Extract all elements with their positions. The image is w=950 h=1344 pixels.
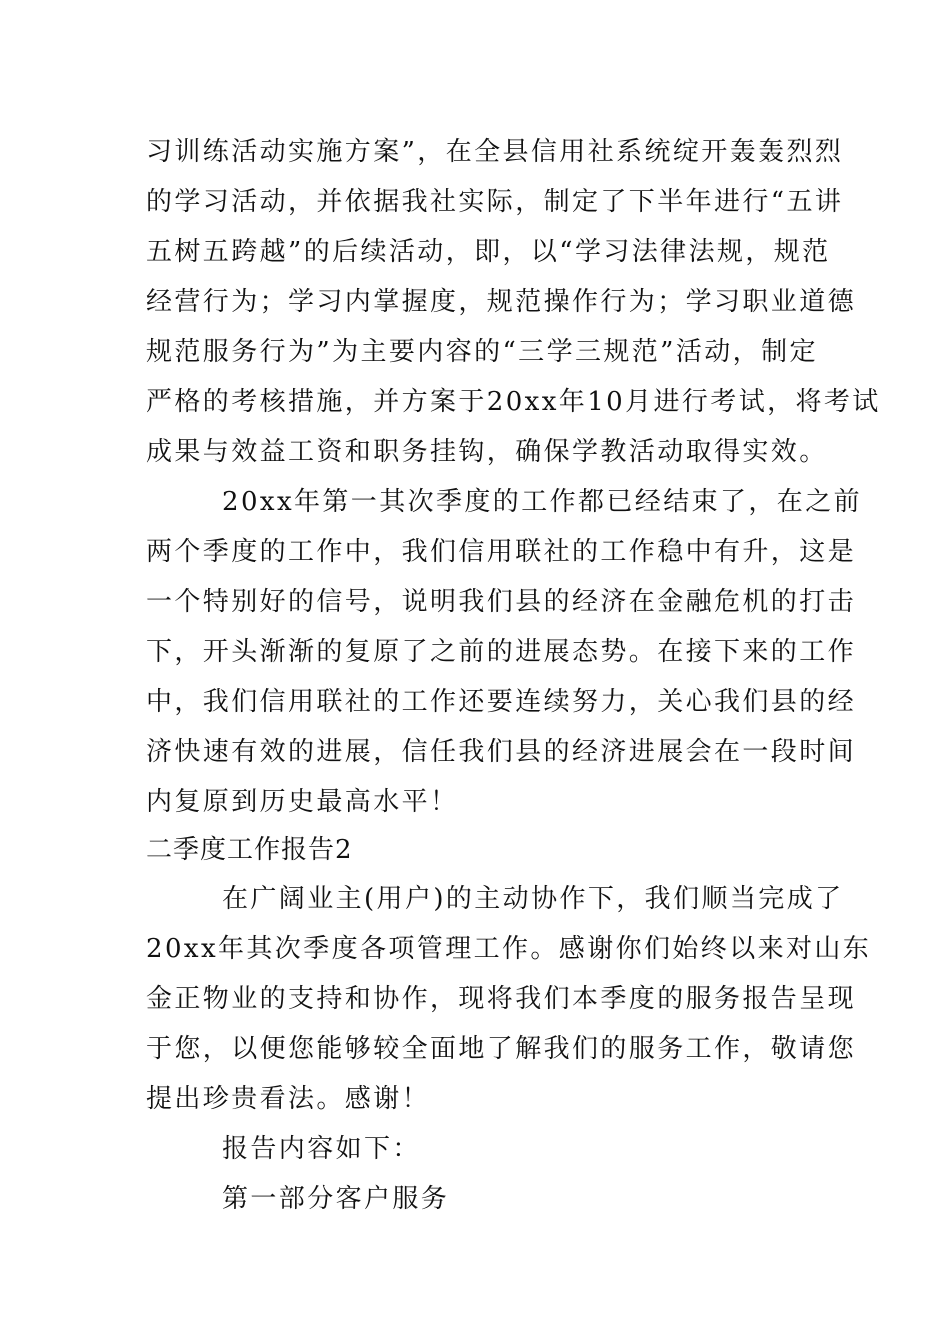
paragraph-line: 一个特别好的信号，说明我们县的经济在金融危机的打击 bbox=[146, 587, 857, 617]
paragraph-line: 成果与效益工资和职务挂钩，确保学教活动取得实效。 bbox=[146, 437, 828, 467]
paragraph-line: 济快速有效的进展，信任我们县的经济进展会在一段时间 bbox=[146, 737, 857, 767]
paragraph-line: 于您，以便您能够较全面地了解我们的服务工作，敬请您 bbox=[146, 1034, 857, 1064]
paragraph-line: 金正物业的支持和协作，现将我们本季度的服务报告呈现 bbox=[146, 984, 857, 1014]
paragraph-line: 20xx年第一其次季度的工作都已经结束了，在之前 bbox=[222, 487, 863, 517]
paragraph-line: 中，我们信用联社的工作还要连续努力，关心我们县的经 bbox=[146, 687, 857, 717]
paragraph-line: 内复原到历史最高水平！ bbox=[146, 787, 459, 817]
paragraph-line: 提出珍贵看法。感谢！ bbox=[146, 1084, 431, 1114]
paragraph-line: 20xx年其次季度各项管理工作。感谢你们始终以来对山东 bbox=[146, 934, 872, 964]
paragraph-line: 五树五跨越”的后续活动，即，以“学习法律法规，规范 bbox=[146, 237, 831, 267]
part-one-line: 第一部分客户服务 bbox=[222, 1184, 450, 1214]
paragraph-line: 严格的考核措施，并方案于20xx年10月进行考试，将考试 bbox=[146, 387, 881, 417]
paragraph-line: 规范服务行为”为主要内容的“三学三规范”活动，制定 bbox=[146, 337, 818, 367]
paragraph-line: 在广阔业主(用户)的主动协作下，我们顺当完成了 bbox=[222, 884, 844, 914]
paragraph-line: 经营行为；学习内掌握度，规范操作行为；学习职业道德 bbox=[146, 287, 857, 317]
paragraph-line: 两个季度的工作中，我们信用联社的工作稳中有升，这是 bbox=[146, 537, 857, 567]
paragraph-line: 的学习活动，并依据我社实际，制定了下半年进行“五讲 bbox=[146, 187, 844, 217]
paragraph-line: 下，开头渐渐的复原了之前的进展态势。在接下来的工作 bbox=[146, 637, 857, 667]
paragraph-line: 习训练活动实施方案”，在全县信用社系统绽开轰轰烈烈 bbox=[146, 137, 844, 167]
section-heading: 二季度工作报告2 bbox=[146, 835, 353, 865]
report-content-line: 报告内容如下： bbox=[222, 1134, 421, 1164]
